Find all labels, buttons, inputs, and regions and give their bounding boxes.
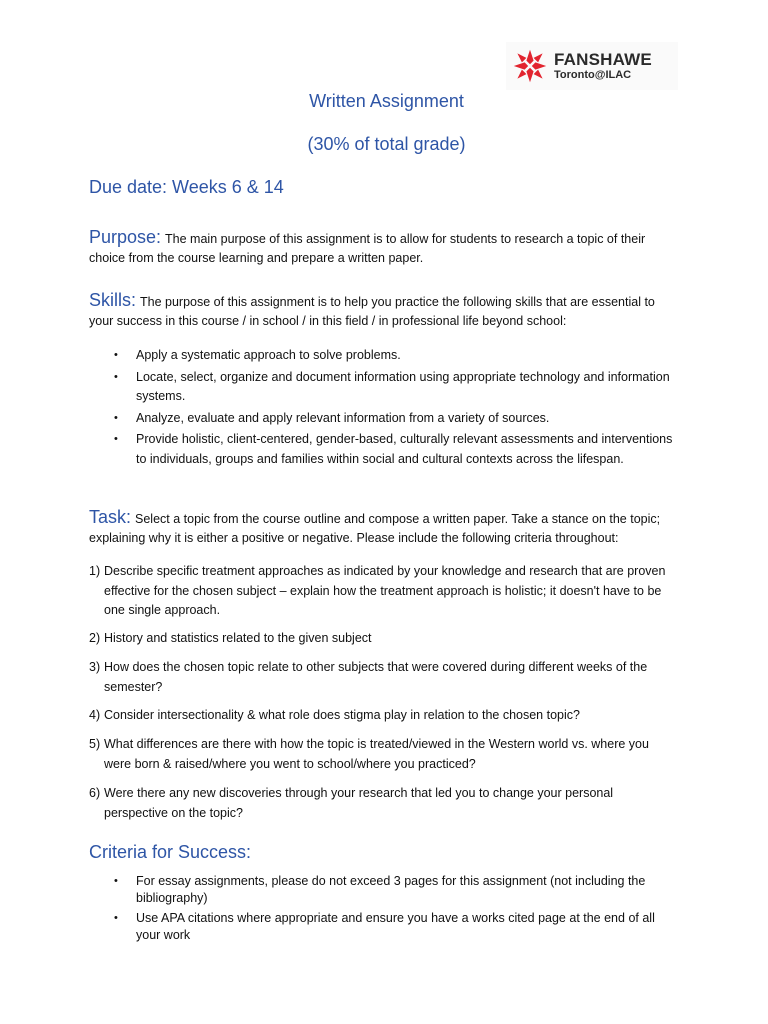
- task-criteria-item: [89, 629, 679, 649]
- document-subtitle: (30% of total grade): [307, 134, 466, 154]
- list-item: • Provide holistic, client-centered, gender-based, culturally relevant assessments and interventions to individuals, groups and families within social and cultural contexts across the lifespan.: [114, 430, 674, 469]
- fanshawe-logo-icon: [512, 48, 548, 84]
- item-number: 3): [89, 660, 101, 674]
- task-criteria-item: [89, 784, 679, 823]
- fanshawe-logo: [506, 42, 678, 90]
- document-title: Written Assignment: [309, 91, 464, 111]
- item-number: 1): [89, 564, 101, 578]
- skills-text: The purpose of this assignment is to help you practice the following skills that are essential to your success in this course / in school / in this field / in professional life beyond school:: [89, 295, 655, 328]
- purpose-label: Purpose:: [89, 227, 162, 247]
- list-item: • Locate, select, organize and document information using appropriate technology and information systems.: [114, 368, 674, 407]
- task-criteria-item: [89, 735, 679, 774]
- logo-brand-text: FANSHAWE: [554, 50, 652, 69]
- criteria-heading: Criteria for Success:: [89, 842, 252, 862]
- item-text: What differences are there with how the topic is treated/viewed in the Western world vs. where you were born & raised/where you went to school/where you practiced?: [104, 737, 649, 771]
- skills-paragraph: [89, 291, 669, 331]
- list-item: • Use APA citations where appropriate and ensure you have a works cited page at the end of all your work: [114, 910, 674, 944]
- list-item: • Analyze, evaluate and apply relevant information from a variety of sources.: [114, 409, 674, 429]
- skills-list: [114, 346, 674, 471]
- item-text: How does the chosen topic relate to other subjects that were covered during different weeks of the semester?: [104, 660, 648, 694]
- task-paragraph: [89, 508, 669, 548]
- item-number: 4): [89, 708, 101, 722]
- task-text: Select a topic from the course outline and compose a written paper. Take a stance on the topic; explaining why it is either a positive or negative. Please include the following criteria throughout:: [89, 512, 661, 545]
- item-text: History and statistics related to the given subject: [104, 631, 372, 645]
- task-criteria-item: [89, 658, 679, 697]
- list-item: • For essay assignments, please do not exceed 3 pages for this assignment (not including the bibliography): [114, 873, 674, 907]
- skills-label: Skills:: [89, 290, 137, 310]
- item-text: Were there any new discoveries through your research that led you to change your personal perspective on the topic?: [104, 786, 614, 820]
- logo-sub-text: Toronto@ILAC: [554, 69, 632, 81]
- item-text: Describe specific treatment approaches as indicated by your knowledge and research that are proven effective for the chosen subject – explain how the treatment approach is holistic; it doesn't have to be one single approach.: [104, 564, 666, 617]
- due-date-heading: Due date: Weeks 6 & 14: [89, 177, 284, 197]
- item-text: Consider intersectionality & what role does stigma play in relation to the chosen topic?: [104, 708, 580, 722]
- list-item: • Apply a systematic approach to solve problems.: [114, 346, 674, 366]
- task-criteria-item: [89, 706, 679, 726]
- criteria-list: [114, 873, 674, 946]
- item-number: 2): [89, 631, 101, 645]
- item-number: 5): [89, 737, 101, 751]
- task-criteria-item: [89, 562, 679, 621]
- purpose-text: The main purpose of this assignment is to allow for students to research a topic of their choice from the course learning and prepare a written paper.: [89, 232, 646, 265]
- item-number: 6): [89, 786, 101, 800]
- task-label: Task:: [89, 507, 132, 527]
- purpose-paragraph: [89, 228, 669, 268]
